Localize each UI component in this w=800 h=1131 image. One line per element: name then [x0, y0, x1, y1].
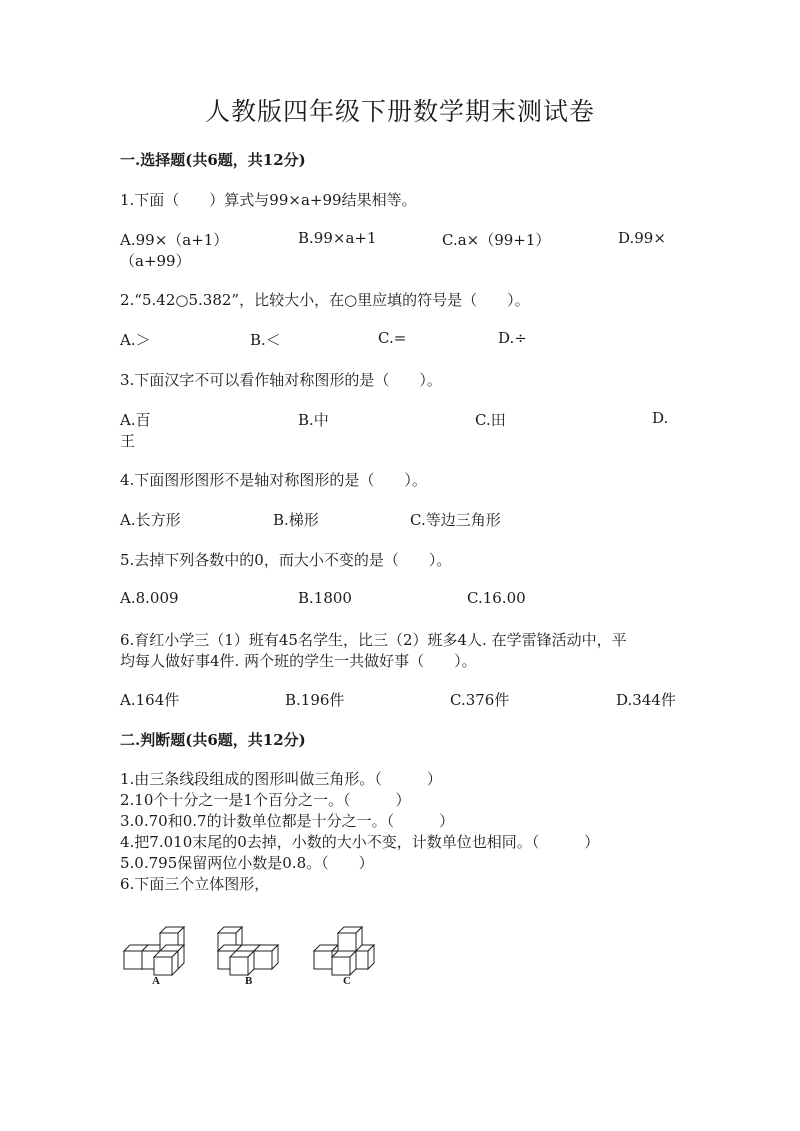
question-1-option-b: B.99×a+1 — [298, 229, 377, 247]
question-1-option-a: A.99×（a+1） — [120, 231, 229, 249]
question-6-option-b: B.196件 — [285, 691, 345, 709]
figure-label-c: C — [343, 975, 351, 987]
question-2-option-d: D.÷ — [498, 329, 527, 347]
question-1-option-d-cont: （a+99） — [120, 252, 191, 270]
judge-item-4: 4.把7.010末尾的0去掉，小数的大小不变，计数单位也相同。（ ） — [120, 833, 600, 851]
question-1-stem: 1.下面（ ）算式与99×a+99结果相等。 — [120, 191, 417, 209]
question-6-stem-line1: 6.育红小学三（1）班有45名学生，比三（2）班多4人. 在学雷锋活动中，平 — [120, 631, 627, 649]
question-1-option-c: C.a×（99+1） — [442, 231, 551, 249]
question-2-option-b: B.＜ — [250, 331, 281, 349]
question-5-option-c: C.16.00 — [467, 589, 526, 607]
question-4-option-c: C.等边三角形 — [410, 511, 501, 529]
judge-item-5: 5.0.795保留两位小数是0.8。（ ） — [120, 854, 374, 872]
figure-label-a: A — [152, 975, 160, 987]
question-3-option-b: B.中 — [298, 411, 329, 429]
question-3-option-d: D. — [652, 409, 669, 427]
section-heading-judge: 二.判断题(共6题，共12分) — [120, 731, 306, 749]
question-3-option-a: A.百 — [120, 411, 151, 429]
judge-item-3: 3.0.70和0.7的计数单位都是十分之一。（ ） — [120, 812, 455, 830]
question-2-stem: 2.“5.42○5.382”，比较大小，在○里应填的符号是（ ）。 — [120, 291, 530, 309]
question-5-option-a: A.8.009 — [120, 589, 179, 607]
judge-item-2: 2.10个十分之一是1个百分之一。（ ） — [120, 791, 411, 809]
question-6-option-a: A.164件 — [120, 691, 180, 709]
question-6-option-d: D.344件 — [616, 691, 676, 709]
judge-item-6: 6.下面三个立体图形， — [120, 875, 270, 893]
question-2-option-c: C.= — [378, 329, 407, 347]
question-3-option-d-cont: 王 — [120, 432, 136, 450]
question-4-stem: 4.下面图形图形不是轴对称图形的是（ ）。 — [120, 471, 427, 489]
question-4-option-a: A.长方形 — [120, 511, 181, 529]
question-5-stem: 5.去掉下列各数中的0，而大小不变的是（ ）。 — [120, 551, 452, 569]
question-1-option-d: D.99× — [618, 229, 666, 247]
question-3-option-c: C.田 — [475, 411, 506, 429]
figure-a — [124, 927, 184, 975]
question-4-option-b: B.梯形 — [273, 511, 319, 529]
question-6-option-c: C.376件 — [450, 691, 510, 709]
section-heading-choice: 一.选择题(共6题，共12分) — [120, 151, 306, 169]
judge-item-1: 1.由三条线段组成的图形叫做三角形。（ ） — [120, 770, 442, 788]
question-3-stem: 3.下面汉字不可以看作轴对称图形的是（ ）。 — [120, 371, 442, 389]
figure-b — [218, 927, 278, 975]
question-2-option-a: A.＞ — [120, 331, 151, 349]
question-6-stem-line2: 均每人做好事4件. 两个班的学生一共做好事（ ）。 — [120, 652, 477, 670]
figure-label-b: B — [245, 975, 253, 987]
figure-c — [314, 927, 374, 975]
page-title: 人教版四年级下册数学期末测试卷 — [204, 97, 595, 126]
question-5-option-b: B.1800 — [298, 589, 352, 607]
